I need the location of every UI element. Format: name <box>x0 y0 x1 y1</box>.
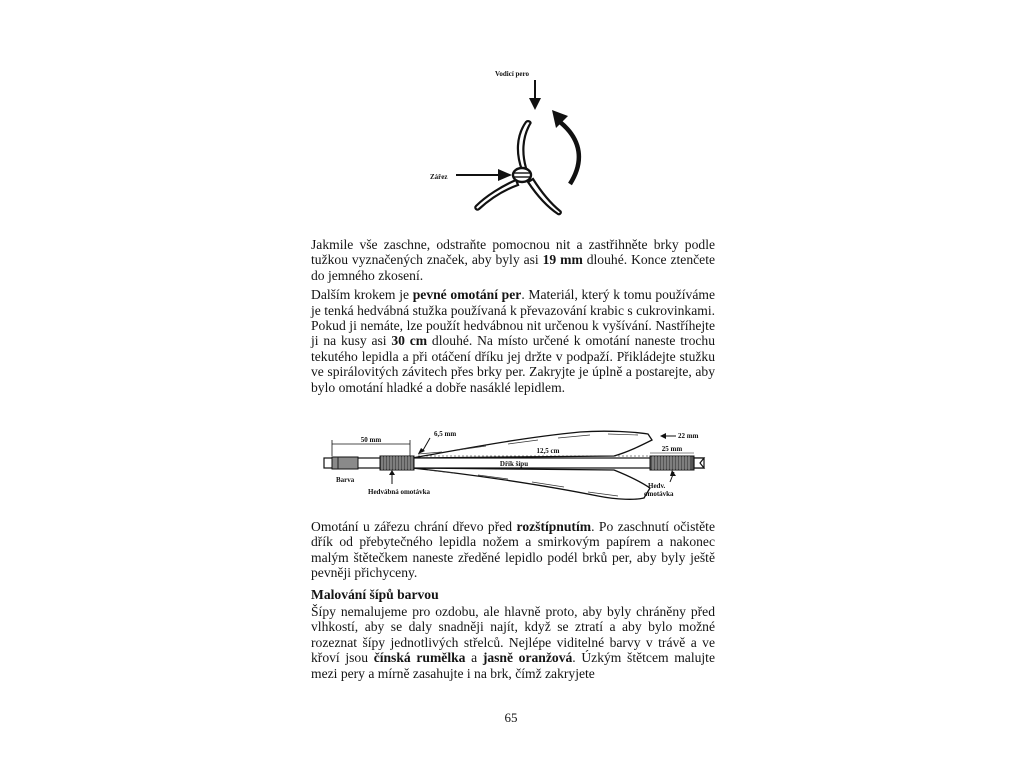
emphasis-firm-wrapping: pevné omotání per <box>412 287 522 303</box>
paragraph-wrapping <box>311 287 715 395</box>
emphasis-30cm: 30 cm <box>391 333 428 349</box>
silk-wrap-rear <box>650 456 694 470</box>
paragraph-text: . Po zaschnutí očistěte dřík od přebytečného lepidla nožem a smirkovým papírem a nakonec malým štětečkem naneste zředěné lepidlo podél brků per, aby byly ještě pevněji přichyceny. <box>311 519 715 581</box>
feather-guide <box>518 121 531 170</box>
color-label: Barva <box>336 476 355 484</box>
paragraph-text: Jakmile vše zaschne, odstraňte pomocnou nit a zastřihněte brky podle tužkou vyznačených značek, aby byly asi <box>311 237 715 268</box>
feather-bottom <box>412 468 650 499</box>
dim-6-5mm-label: 6,5 mm <box>434 430 457 438</box>
page-number: 65 <box>504 710 518 725</box>
emphasis-19mm: 19 mm <box>542 252 583 268</box>
section-heading: Malování šípů barvou <box>311 586 439 602</box>
emphasis-chinese-vermilion: čínská rumělka <box>373 650 466 666</box>
text-block-lower <box>311 519 715 681</box>
paragraph-text: dlouhé. Konce ztenčete do jemného zkosení. <box>311 252 716 283</box>
paragraph-text: . Materiál, který k tomu používáme je tenká hedvábná stužka používaná k převazování krabic s cukrovinkami. Pokud ji nemáte, lze použít hedvábnou nit určenou k vyšívání. Nastříhejte ji na kusy asi <box>311 287 715 349</box>
shaft-cross-section <box>513 168 531 182</box>
paragraph-trimming <box>311 237 715 283</box>
rotation-arrow-curve <box>560 122 579 184</box>
notch-label: Zářez <box>430 173 448 181</box>
arrow-diagram-svg <box>318 426 710 502</box>
paragraph-text: Omotání u zářezu chrání dřevo před <box>311 519 517 534</box>
emphasis-bright-orange: jasně oranžová <box>482 650 573 666</box>
paragraph-text: Dalším krokem je <box>311 287 413 303</box>
dim-22mm-pointer-head <box>660 433 666 439</box>
dim-25mm-label: 25 mm <box>661 445 683 453</box>
silk-wrap-rear-label-1: Hedv. <box>648 482 666 490</box>
arrow-diagram <box>318 426 710 502</box>
feather-left <box>475 180 518 210</box>
paragraph-wrap-protection <box>311 519 715 581</box>
guide-feather-arrow-head <box>529 98 541 110</box>
feather-right <box>528 179 561 214</box>
dim-12-5cm-label: 12,5 cm <box>536 447 560 455</box>
color-band <box>332 457 358 469</box>
silk-wrap-rear-pointer-head <box>670 470 676 476</box>
paragraph-painting <box>311 604 715 681</box>
fletching-diagram-svg <box>420 62 600 230</box>
emphasis-splitting: rozštípnutím <box>516 519 592 534</box>
silk-wrap-rear-label-2: omotávka <box>644 490 674 498</box>
paragraph-text: dlouhé. Na místo určené k omotání naneste trochu tekutého lepidla a při otáčení dříku jej držte v podpaží. Přikládejte stužku ve spirálovitých závitech přes brky per. Zakryjte je úplně a postarejte, aby bylo omotání hladké a dobře nasáklé lepidlem. <box>311 333 715 395</box>
silk-wrap-pointer-head <box>389 470 395 475</box>
fletching-diagram <box>420 62 600 230</box>
shaft-label: Dřík šípu <box>499 460 529 468</box>
paragraph-text: Šípy nemalujeme pro ozdobu, ale hlavně proto, aby byly chráněny před vlhkostí, aby se daly snadněji najít, když se ztratí a aby bylo možné rozeznat šípy jednotlivých střelců. Nejlépe viditelné barvy v trávě a ve křoví jsou <box>311 604 715 666</box>
text-block-upper <box>311 237 715 395</box>
paragraph-text: . Úzkým štětcem malujte mezi pery a mírně zasahujte i na brk, čímž zakryjete <box>311 650 715 681</box>
dim-50mm-label: 50 mm <box>360 436 382 444</box>
guide-feather-label: Vodicí pero <box>494 70 530 78</box>
dim-22mm-label: 22 mm <box>678 432 699 440</box>
notch-arrow-head <box>498 169 512 181</box>
silk-wrap-label: Hedvábná omotávka <box>368 488 431 496</box>
paragraph-text: a <box>465 650 483 666</box>
